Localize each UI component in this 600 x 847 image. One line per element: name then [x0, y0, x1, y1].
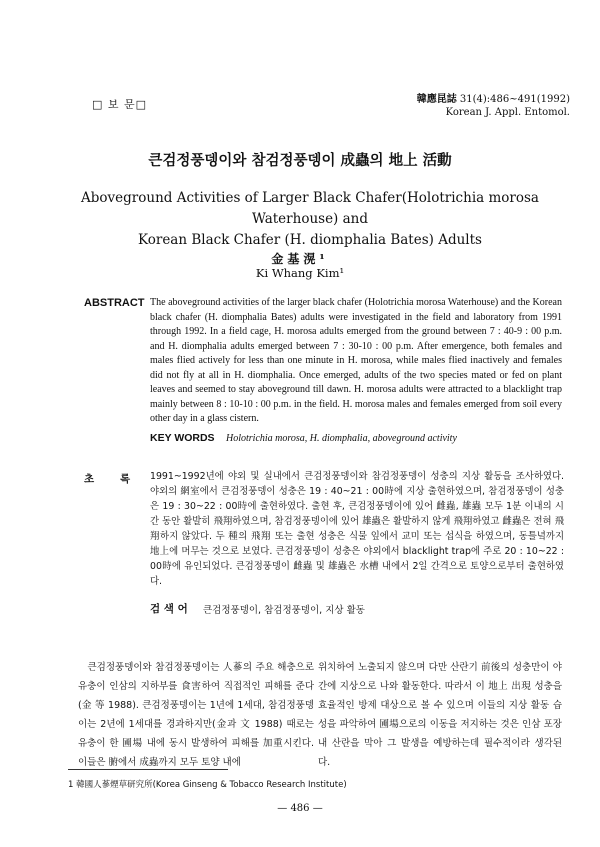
korean-abstract-label-left: 초: [84, 473, 95, 485]
article-type-label: □ 보 문□: [92, 98, 148, 111]
title-korean: 큰검정풍뎅이와 참검정풍뎅이 成蟲의 地上 活動: [148, 153, 452, 169]
abstract-text: The aboveground activities of the larger black chafer (Holotrichia morosa Waterhouse) and the Korean black chafer (H. diomphalia Bates) adults were investigated in the field and laboratory from 1991 through 1992. In a field cage, H. morosa adults emerged from the ground between 7 : 40-9 : 00 p.m. and H. diomphalia adults emerged between 7 : 30-10 : 00 p.m. After emergence, both females and males flied actively for less than one minute in H. morosa, while males flied inactively and females did not fly at all in H. diomphalia. Once emerged, adults of the two species mated or fed on plant leaves and seemed to stay aboveground till dawn. H. morosa adults were attracted to a blacklight trap mainly between 8 : 10-10 : 00 p.m. in the field. H. morosa males and females emerged from soil every other day in a glass cistern.: [150, 297, 562, 424]
title-english-line2: Korean Black Chafer (H. diomphalia Bates) Adults: [138, 232, 482, 248]
footnote: 1 韓國人蔘煙草研究所(Korea Ginseng & Tobacco Research Institute): [68, 780, 347, 790]
journal-reference: 31(4):486~491(1992): [459, 94, 570, 105]
korean-abstract-label-right: 록: [120, 473, 131, 485]
author-korean: 金基滉¹: [271, 252, 329, 266]
author-english: Ki Whang Kim¹: [255, 266, 345, 280]
journal-name-ko: 韓應昆誌: [416, 94, 457, 105]
korean-keywords-label: 검 색 어: [150, 603, 188, 615]
page-number: — 486 —: [277, 803, 323, 814]
body-column-right: 위치하여 노출되지 않으며 다만 산란기 前後의 성충만이 야간에 지상으로 나와 활동한다. 따라서 이 地上 出現 성충을 효율적인 방제 대상으로 볼 수 있으며 이들의 지상 활동 습성을 파악하여 圃場으로의 이동을 저지하는 것은 인삼 포장내 산란을 막아 그 발생을 예방하는데 필수적이라 생각된다.: [318, 662, 562, 768]
korean-keywords-text: 큰검정풍뎅이, 참검정풍뎅이, 지상 활동: [203, 605, 365, 616]
journal-name-en: Korean J. Appl. Entomol.: [445, 107, 570, 118]
keywords-text: Holotrichia morosa, H. diomphalia, aboveground activity: [226, 433, 457, 444]
footnote-divider: [68, 769, 228, 770]
title-english-line1: Aboveground Activities of Larger Black Chafer(Holotrichia morosa Waterhouse) and: [81, 190, 539, 227]
abstract-label: ABSTRACT: [84, 297, 145, 309]
journal-citation: [417, 93, 570, 119]
keywords-label: KEY WORDS: [150, 432, 215, 444]
title-english: [60, 188, 560, 251]
korean-abstract-text: 1991~1992년에 야외 및 실내에서 큰검정풍뎅이와 참검정풍뎅이 성충의 지상 활동을 조사하였다. 야외의 網室에서 큰검정풍뎅이 성충은 19 : 40~21 : 00時에 지상 출현하였으며, 참검정풍뎅이 성충은 19 : 30~22 : 00時에 출현하였다. 출현 후, 큰검정풍뎅이에 있어 雌蟲, 雄蟲 모두 1분 이내의 시간 동안 활발히 飛翔하였으며, 참검정풍뎅이에 있어 雄蟲은 활발하지 않게 飛翔하였고 雌蟲은 전혀 飛翔하지 않았다. 두 種의 飛翔 또는 출현 성충은 식물 잎에서 교미 또는 섭식을 하였으며, 동틀녘까지 地上에 머무는 것으로 보였다. 큰검정풍뎅이 성충은 야외에서 blacklight trap에 주로 20 : 10~22 : 00時에 유인되었다. 큰검정풍뎅이 雌蟲 및 雄蟲은 水槽 내에서 2일 간격으로 토양으로부터 출현하였다.: [150, 471, 564, 587]
body-column-left: 큰검정풍뎅이와 참검정풍뎅이는 人蔘의 주요 해충으로 유충이 인삼의 지하부를 食害하여 직접적인 피해를 준다(金 等 1988). 큰검정풍뎅이는 1년에 1세대, 참검정풍뎅이는 2년에 1세대를 경과하지만(金과 文 1988) 때로는 유충이 한 圃場 내에 동시 발생하여 피해를 加重시킨다. 이들은 腑에서 成蟲까지 모두 토양 내에: [78, 662, 314, 768]
